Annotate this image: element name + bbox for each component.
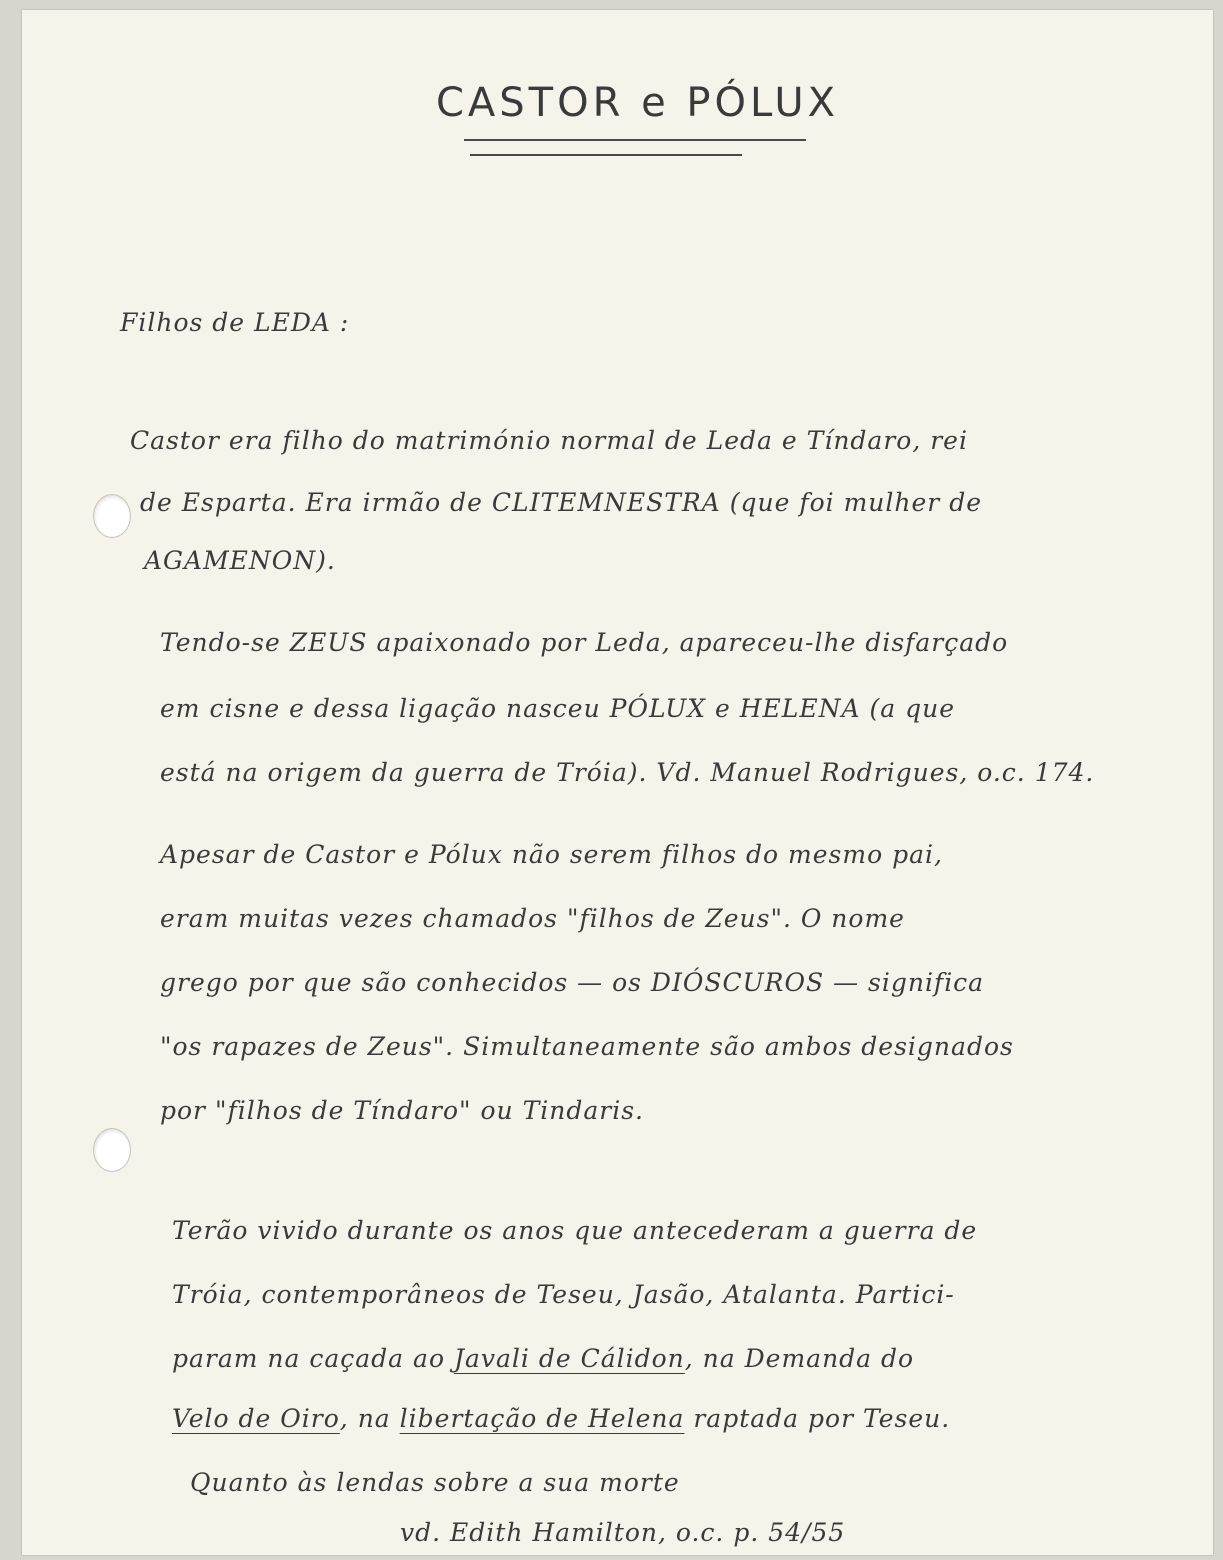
paragraph-1-line-1: Castor era filho do matrimónio normal de Leda e Tíndaro, rei [130, 426, 968, 455]
paragraph-4-line-3 [172, 1344, 914, 1373]
paragraph-4-line-4-middle: , na [339, 1404, 391, 1433]
paragraph-5-line-2: vd. Edith Hamilton, o.c. p. 54/55 [400, 1518, 846, 1547]
paragraph-3-line-1: Apesar de Castor e Pólux não serem filhos do mesmo pai, [160, 840, 943, 869]
reference-libertacao-de-helena: libertação de Helena [399, 1404, 685, 1433]
paragraph-3-line-3: grego por que são conhecidos — os DIÓSCUROS — significa [160, 968, 985, 997]
reference-javali-de-calidon: Javali de Cálidon [453, 1344, 685, 1373]
manuscript-page [22, 10, 1213, 1555]
paragraph-4-line-4 [172, 1404, 950, 1433]
paragraph-2-line-3: está na origem da guerra de Tróia). Vd. Manuel Rodrigues, o.c. 174. [160, 758, 1095, 787]
title-underline-1 [464, 139, 806, 141]
title-underline-2 [470, 154, 742, 156]
binder-hole-bottom [93, 1128, 131, 1172]
page-title: CASTOR e PÓLUX [436, 80, 840, 126]
binder-hole-top [93, 494, 131, 538]
paragraph-3-line-4: "os rapazes de Zeus". Simultaneamente são ambos designados [160, 1032, 1014, 1061]
paragraph-4-line-3-suffix: , na Demanda do [684, 1344, 915, 1373]
paragraph-3-line-5: por "filhos de Tíndaro" ou Tindaris. [160, 1096, 644, 1125]
paragraph-4-line-2: Tróia, contemporâneos de Teseu, Jasão, Atalanta. Partici- [172, 1280, 955, 1309]
paragraph-2-line-2: em cisne e dessa ligação nasceu PÓLUX e HELENA (a que [160, 694, 956, 723]
reference-velo-de-oiro: Velo de Oiro [172, 1404, 340, 1433]
paragraph-2-line-1: Tendo-se ZEUS apaixonado por Leda, apareceu-lhe disfarçado [160, 628, 1009, 657]
paragraph-5-line-1: Quanto às lendas sobre a sua morte [190, 1468, 680, 1497]
paragraph-1-line-2: de Esparta. Era irmão de CLITEMNESTRA (que foi mulher de [140, 488, 982, 517]
paragraph-4-line-4-suffix: raptada por Teseu. [693, 1404, 951, 1433]
paragraph-4-line-1: Terão vivido durante os anos que antecederam a guerra de [172, 1216, 978, 1245]
paragraph-1-line-3: AGAMENON). [144, 546, 336, 575]
paragraph-4-line-3-prefix: param na caçada ao [172, 1344, 445, 1373]
section-heading: Filhos de LEDA : [120, 308, 350, 337]
paragraph-3-line-2: eram muitas vezes chamados "filhos de Zeus". O nome [160, 904, 905, 933]
